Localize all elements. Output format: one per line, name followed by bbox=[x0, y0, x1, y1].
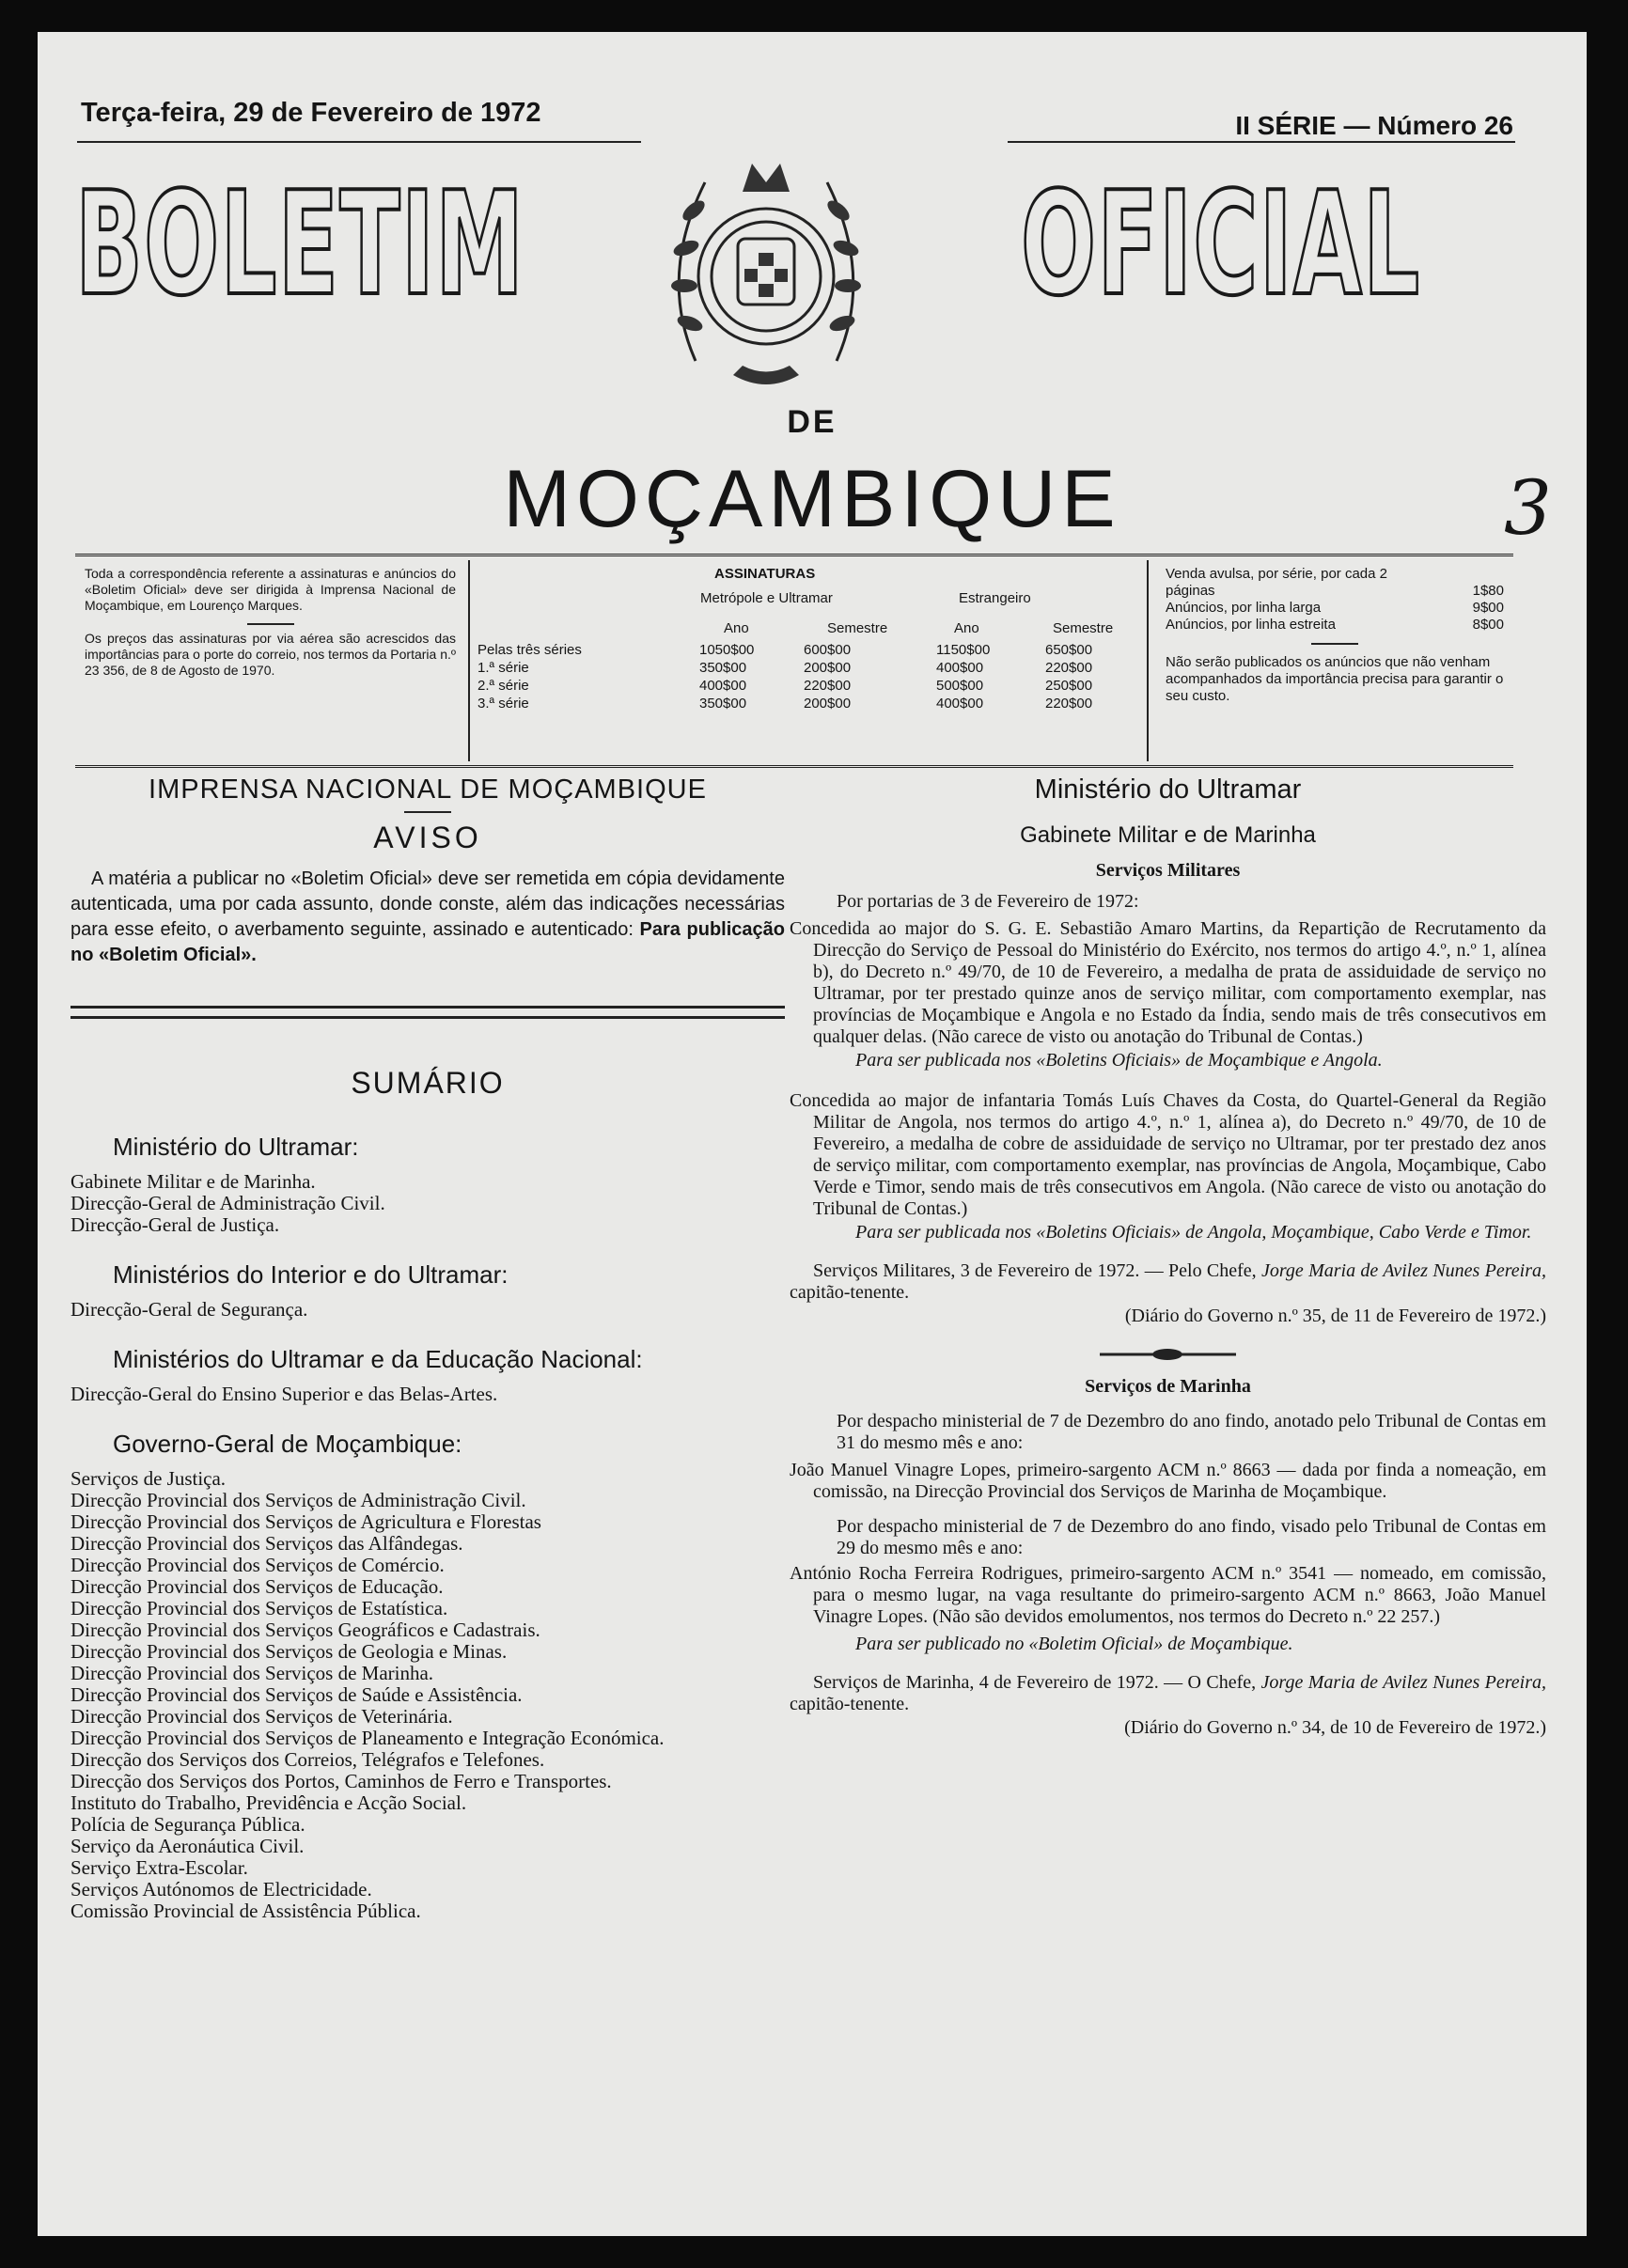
serie-label: II SÉRIE — bbox=[1235, 111, 1370, 140]
list-item: Direcção Provincial dos Serviços Geográficos e Cadastrais. bbox=[70, 1619, 540, 1641]
list-item: Direcção Provincial dos Serviços de Agricultura e Florestas bbox=[70, 1510, 541, 1533]
metro-header: Metrópole e Ultramar bbox=[700, 590, 833, 606]
price: 220$00 bbox=[1045, 696, 1093, 712]
issue-date: Terça-feira, 29 de Fevereiro de 1972 bbox=[81, 98, 541, 128]
masthead-de: DE bbox=[787, 404, 837, 440]
group-items bbox=[70, 1171, 785, 1236]
group-items bbox=[70, 1384, 785, 1405]
portaria-1-publication: Para ser publicada nos «Boletins Oficiais» de Moçambique e Angola. bbox=[855, 1050, 1383, 1071]
list-item: Direcção Provincial dos Serviços de Geologia e Minas. bbox=[70, 1640, 508, 1663]
gabinete-heading: Gabinete Militar e de Marinha bbox=[1020, 822, 1316, 848]
list-item: Direcção Provincial dos Serviços de Veterinária. bbox=[70, 1705, 453, 1728]
publication-note: Não serão publicados os anúncios que não venham acompanhados da importância precisa para garantir o seu custo. bbox=[1166, 654, 1504, 704]
price: 650$00 bbox=[1045, 642, 1093, 658]
estrangeiro-header: Estrangeiro bbox=[959, 590, 1031, 606]
list-item: Direcção dos Serviços dos Portos, Caminhos de Ferro e Transportes. bbox=[70, 1770, 612, 1792]
group-title: Ministérios do Ultramar e da Educação Nacional: bbox=[113, 1345, 643, 1373]
list-item: Direcção Provincial dos Serviços de Administração Civil. bbox=[70, 1489, 526, 1511]
list-item: Direcção Provincial dos Serviços de Estatística. bbox=[70, 1597, 448, 1619]
signature-2-name: Jorge Maria de Avilez Nunes Pereira, bbox=[1260, 1672, 1546, 1693]
masthead-oficial: OFICIAL bbox=[1021, 161, 1421, 327]
document-page bbox=[38, 32, 1587, 2236]
list-item: Direcção Provincial dos Serviços de Planeamento e Integração Económica. bbox=[70, 1727, 665, 1749]
diario-ref-2: (Diário do Governo n.º 34, de 10 de Fevereiro de 1972.) bbox=[1124, 1717, 1546, 1738]
price: 200$00 bbox=[804, 660, 852, 676]
correspondence-note: Toda a correspondência referente a assinaturas e anúncios do «Boletim Oficial» deve ser dirigida à Imprensa Nacional de Moçambique, em Lourenço Marques. bbox=[85, 566, 456, 613]
row-label: 1.ª série bbox=[477, 660, 529, 676]
despacho-2: Por despacho ministerial de 7 de Dezembro do ano findo, visado pelo Tribunal de Contas em 29 do mesmo mês e ano: bbox=[837, 1516, 1546, 1558]
divider bbox=[404, 811, 451, 813]
signature-1-name: Jorge Maria de Avilez Nunes Pereira, bbox=[1260, 1260, 1547, 1281]
price: 220$00 bbox=[1045, 660, 1093, 676]
group-title: Ministério do Ultramar: bbox=[113, 1133, 359, 1161]
list-item: Serviço da Aeronáutica Civil. bbox=[70, 1835, 305, 1857]
price: 350$00 bbox=[699, 696, 747, 712]
col-sem-2: Semestre bbox=[1053, 620, 1114, 636]
col-ano-1: Ano bbox=[724, 620, 749, 636]
coat-of-arms-icon bbox=[639, 126, 893, 399]
signature-2-place: Serviços de Marinha, 4 de Fevereiro de 1972. — O Chefe, bbox=[813, 1672, 1257, 1693]
table-row bbox=[470, 677, 1100, 695]
price: 400$00 bbox=[936, 696, 984, 712]
row-label: 3.ª série bbox=[477, 696, 529, 712]
portaria-2: Concedida ao major de infantaria Tomás Luís Chaves da Costa, do Quartel-General da Região Militar de Angola, nos termos do artigo 4.º, n.º 1, alínea a), do Decreto n.º 49/70, de 10 de Fevereiro, a medalha de cobre de assiduidade de serviço no Ultramar, por ter prestado dez anos de serviço militar, com comportamento exemplar, nas províncias de Angola, Moçambique, Cabo Verde e Timor, sendo mais de três consecutivos em Angola. (Não carece de visto ou anotação do Tribunal de Contas.) bbox=[790, 1090, 1546, 1219]
anuncio-larga-label: Anúncios, por linha larga bbox=[1166, 600, 1322, 616]
marinha-publication: Para ser publicado no «Boletim Oficial» de Moçambique. bbox=[855, 1634, 1293, 1654]
sales-info bbox=[1166, 566, 1504, 705]
ornament-divider-icon bbox=[790, 1340, 1546, 1369]
price: 400$00 bbox=[936, 660, 984, 676]
despacho-1: Por despacho ministerial de 7 de Dezembro do ano findo, anotado pelo Tribunal de Contas em 31 do mesmo mês e ano: bbox=[837, 1411, 1546, 1453]
margin-handwritten-mark: 3 bbox=[1504, 464, 1552, 552]
list-item: Direcção-Geral do Ensino Superior e das Belas-Artes. bbox=[70, 1383, 498, 1405]
portaria-1: Concedida ao major do S. G. E. Sebastião Amaro Martins, da Repartição de Recrutamento da Direcção do Serviço de Pessoal do Ministério do Exército, nos termos do artigo 4.º, n.º 1, alínea b), do Decreto n.º 49/70, de 10 de Fevereiro, a medalha de prata de assiduidade de serviço no Ultramar, por ter prestado quinze anos de serviço militar, com comportamento exemplar, nas províncias de Moçambique e Angola e no Estado da Índia, sendo mais de três consecutivos em qualquer delas. (Não carece de visto ou anotação do Tribunal de Contas.) bbox=[790, 918, 1546, 1047]
left-column bbox=[70, 774, 785, 1922]
list-item: Direcção-Geral de Administração Civil. bbox=[70, 1192, 385, 1214]
price: 1050$00 bbox=[699, 642, 755, 658]
sumario-heading: SUMÁRIO bbox=[351, 1066, 505, 1100]
masthead-mocambique: MOÇAMBIQUE bbox=[503, 454, 1121, 544]
price: 200$00 bbox=[804, 696, 852, 712]
column-separator bbox=[1147, 560, 1149, 761]
marinha-item-2: António Rocha Ferreira Rodrigues, primeiro-sargento ACM n.º 3541 — nomeado, em comissão, para o mesmo lugar, na vaga resultante do primeiro-sargento ACM n.º 8663, João Manuel Vinagre Lopes. (Não são devidos emolumentos, nos termos do Decreto n.º 22 257.) bbox=[790, 1563, 1546, 1627]
issue-number bbox=[1235, 111, 1513, 141]
group-title: Governo-Geral de Moçambique: bbox=[113, 1430, 462, 1458]
table-row bbox=[470, 659, 1100, 677]
diario-ref-1: (Diário do Governo n.º 35, de 11 de Fevereiro de 1972.) bbox=[1124, 1306, 1546, 1326]
price: 400$00 bbox=[699, 678, 747, 694]
group-items bbox=[70, 1299, 785, 1321]
anuncio-line bbox=[1166, 600, 1504, 617]
list-item: Direcção Provincial dos Serviços de Comércio. bbox=[70, 1554, 445, 1576]
ministerio-heading: Ministério do Ultramar bbox=[1034, 774, 1302, 805]
header-rule-right bbox=[1008, 141, 1515, 143]
venda-label: Venda avulsa, por série, por cada 2 páginas bbox=[1166, 566, 1387, 599]
list-item: Serviço Extra-Escolar. bbox=[70, 1856, 248, 1879]
price: 220$00 bbox=[804, 678, 852, 694]
signature-1 bbox=[790, 1260, 1546, 1304]
signature-1-rank: capitão-tenente. bbox=[790, 1282, 910, 1303]
air-mail-note: Os preços das assinaturas por via aérea são acrescidos das importâncias para o porte do correio, nos termos da Portaria n.º 23 356, de 8 de Agosto de 1970. bbox=[85, 631, 456, 678]
row-label: 2.ª série bbox=[477, 678, 529, 694]
list-item: Direcção Provincial dos Serviços de Saúde e Assistência. bbox=[70, 1683, 523, 1706]
header-rule-left bbox=[77, 141, 641, 143]
servicos-militares-heading: Serviços Militares bbox=[1095, 860, 1241, 881]
portaria-2-publication: Para ser publicada nos «Boletins Oficiais» de Angola, Moçambique, Cabo Verde e Timor. bbox=[855, 1222, 1532, 1243]
aviso-heading: AVISO bbox=[373, 821, 482, 854]
list-item: Direcção dos Serviços dos Correios, Telégrafos e Telefones. bbox=[70, 1748, 545, 1771]
section-rule bbox=[70, 1006, 785, 1019]
anuncio-estreita-label: Anúncios, por linha estreita bbox=[1166, 617, 1336, 633]
venda-price: 1$80 bbox=[1472, 583, 1504, 599]
price: 350$00 bbox=[699, 660, 747, 676]
divider bbox=[247, 623, 294, 625]
anuncio-estreita-price: 8$00 bbox=[1472, 617, 1504, 633]
price: 250$00 bbox=[1045, 678, 1093, 694]
aviso-body: A matéria a publicar no «Boletim Oficial» deve ser remetida em cópia devidamente autenticada, uma por cada assunto, donde conste, além das indicações necessárias para esse efeito, o averbamento seguinte, assinado e autenticado: bbox=[70, 868, 785, 940]
anuncio-line bbox=[1166, 617, 1504, 633]
signature-2 bbox=[790, 1672, 1546, 1715]
numero-label: Número 26 bbox=[1377, 111, 1513, 140]
list-item: Serviços de Justiça. bbox=[70, 1467, 227, 1490]
col-ano-2: Ano bbox=[954, 620, 979, 636]
list-item: Direcção-Geral de Justiça. bbox=[70, 1213, 280, 1236]
anuncio-larga-price: 9$00 bbox=[1472, 600, 1504, 616]
list-item: Polícia de Segurança Pública. bbox=[70, 1813, 305, 1836]
col-sem-1: Semestre bbox=[827, 620, 888, 636]
prices-table bbox=[470, 641, 1100, 712]
table-row bbox=[470, 695, 1100, 712]
aviso-bold: Para publicação no «Boletim Oficial». bbox=[70, 919, 785, 965]
row-label: Pelas três séries bbox=[477, 642, 582, 658]
list-item: Instituto do Trabalho, Previdência e Acção Social. bbox=[70, 1791, 467, 1814]
list-item: Direcção Provincial dos Serviços de Marinha. bbox=[70, 1662, 434, 1684]
list-item: Direcção Provincial dos Serviços de Educação. bbox=[70, 1575, 444, 1598]
group-title: Ministérios do Interior e do Ultramar: bbox=[113, 1260, 509, 1289]
signature-2-rank: capitão-tenente. bbox=[790, 1694, 910, 1714]
marinha-item-1: João Manuel Vinagre Lopes, primeiro-sargento ACM n.º 8663 — dada por finda a nomeação, em comissão, na Direcção Provincial dos Serviços de Marinha de Moçambique. bbox=[790, 1460, 1546, 1502]
signature-1-place: Serviços Militares, 3 de Fevereiro de 1972. — Pelo Chefe, bbox=[813, 1260, 1257, 1281]
group-items bbox=[70, 1468, 785, 1922]
subscription-info-box bbox=[75, 554, 1513, 768]
list-item: Serviços Autónomos de Electricidade. bbox=[70, 1878, 372, 1900]
right-column bbox=[790, 774, 1546, 1739]
price: 500$00 bbox=[936, 678, 984, 694]
aviso-text bbox=[70, 867, 785, 968]
venda-line bbox=[1166, 566, 1504, 600]
subscriptions-title: ASSINATURAS bbox=[714, 566, 816, 582]
list-item: Gabinete Militar e de Marinha. bbox=[70, 1170, 316, 1193]
price: 600$00 bbox=[804, 642, 852, 658]
imprensa-heading: IMPRENSA NACIONAL DE MOÇAMBIQUE bbox=[149, 774, 707, 805]
masthead-boletim: BOLETIM bbox=[75, 161, 525, 327]
list-item: Direcção-Geral de Segurança. bbox=[70, 1298, 308, 1321]
price: 1150$00 bbox=[936, 642, 991, 658]
servicos-marinha-heading: Serviços de Marinha bbox=[1085, 1376, 1251, 1397]
list-item: Comissão Provincial de Assistência Pública. bbox=[70, 1900, 421, 1922]
portarias-intro: Por portarias de 3 de Fevereiro de 1972: bbox=[837, 891, 1139, 912]
divider bbox=[1311, 643, 1358, 645]
list-item: Direcção Provincial dos Serviços das Alfândegas. bbox=[70, 1532, 463, 1555]
correspondence-notes bbox=[85, 566, 456, 688]
table-row bbox=[470, 641, 1100, 659]
